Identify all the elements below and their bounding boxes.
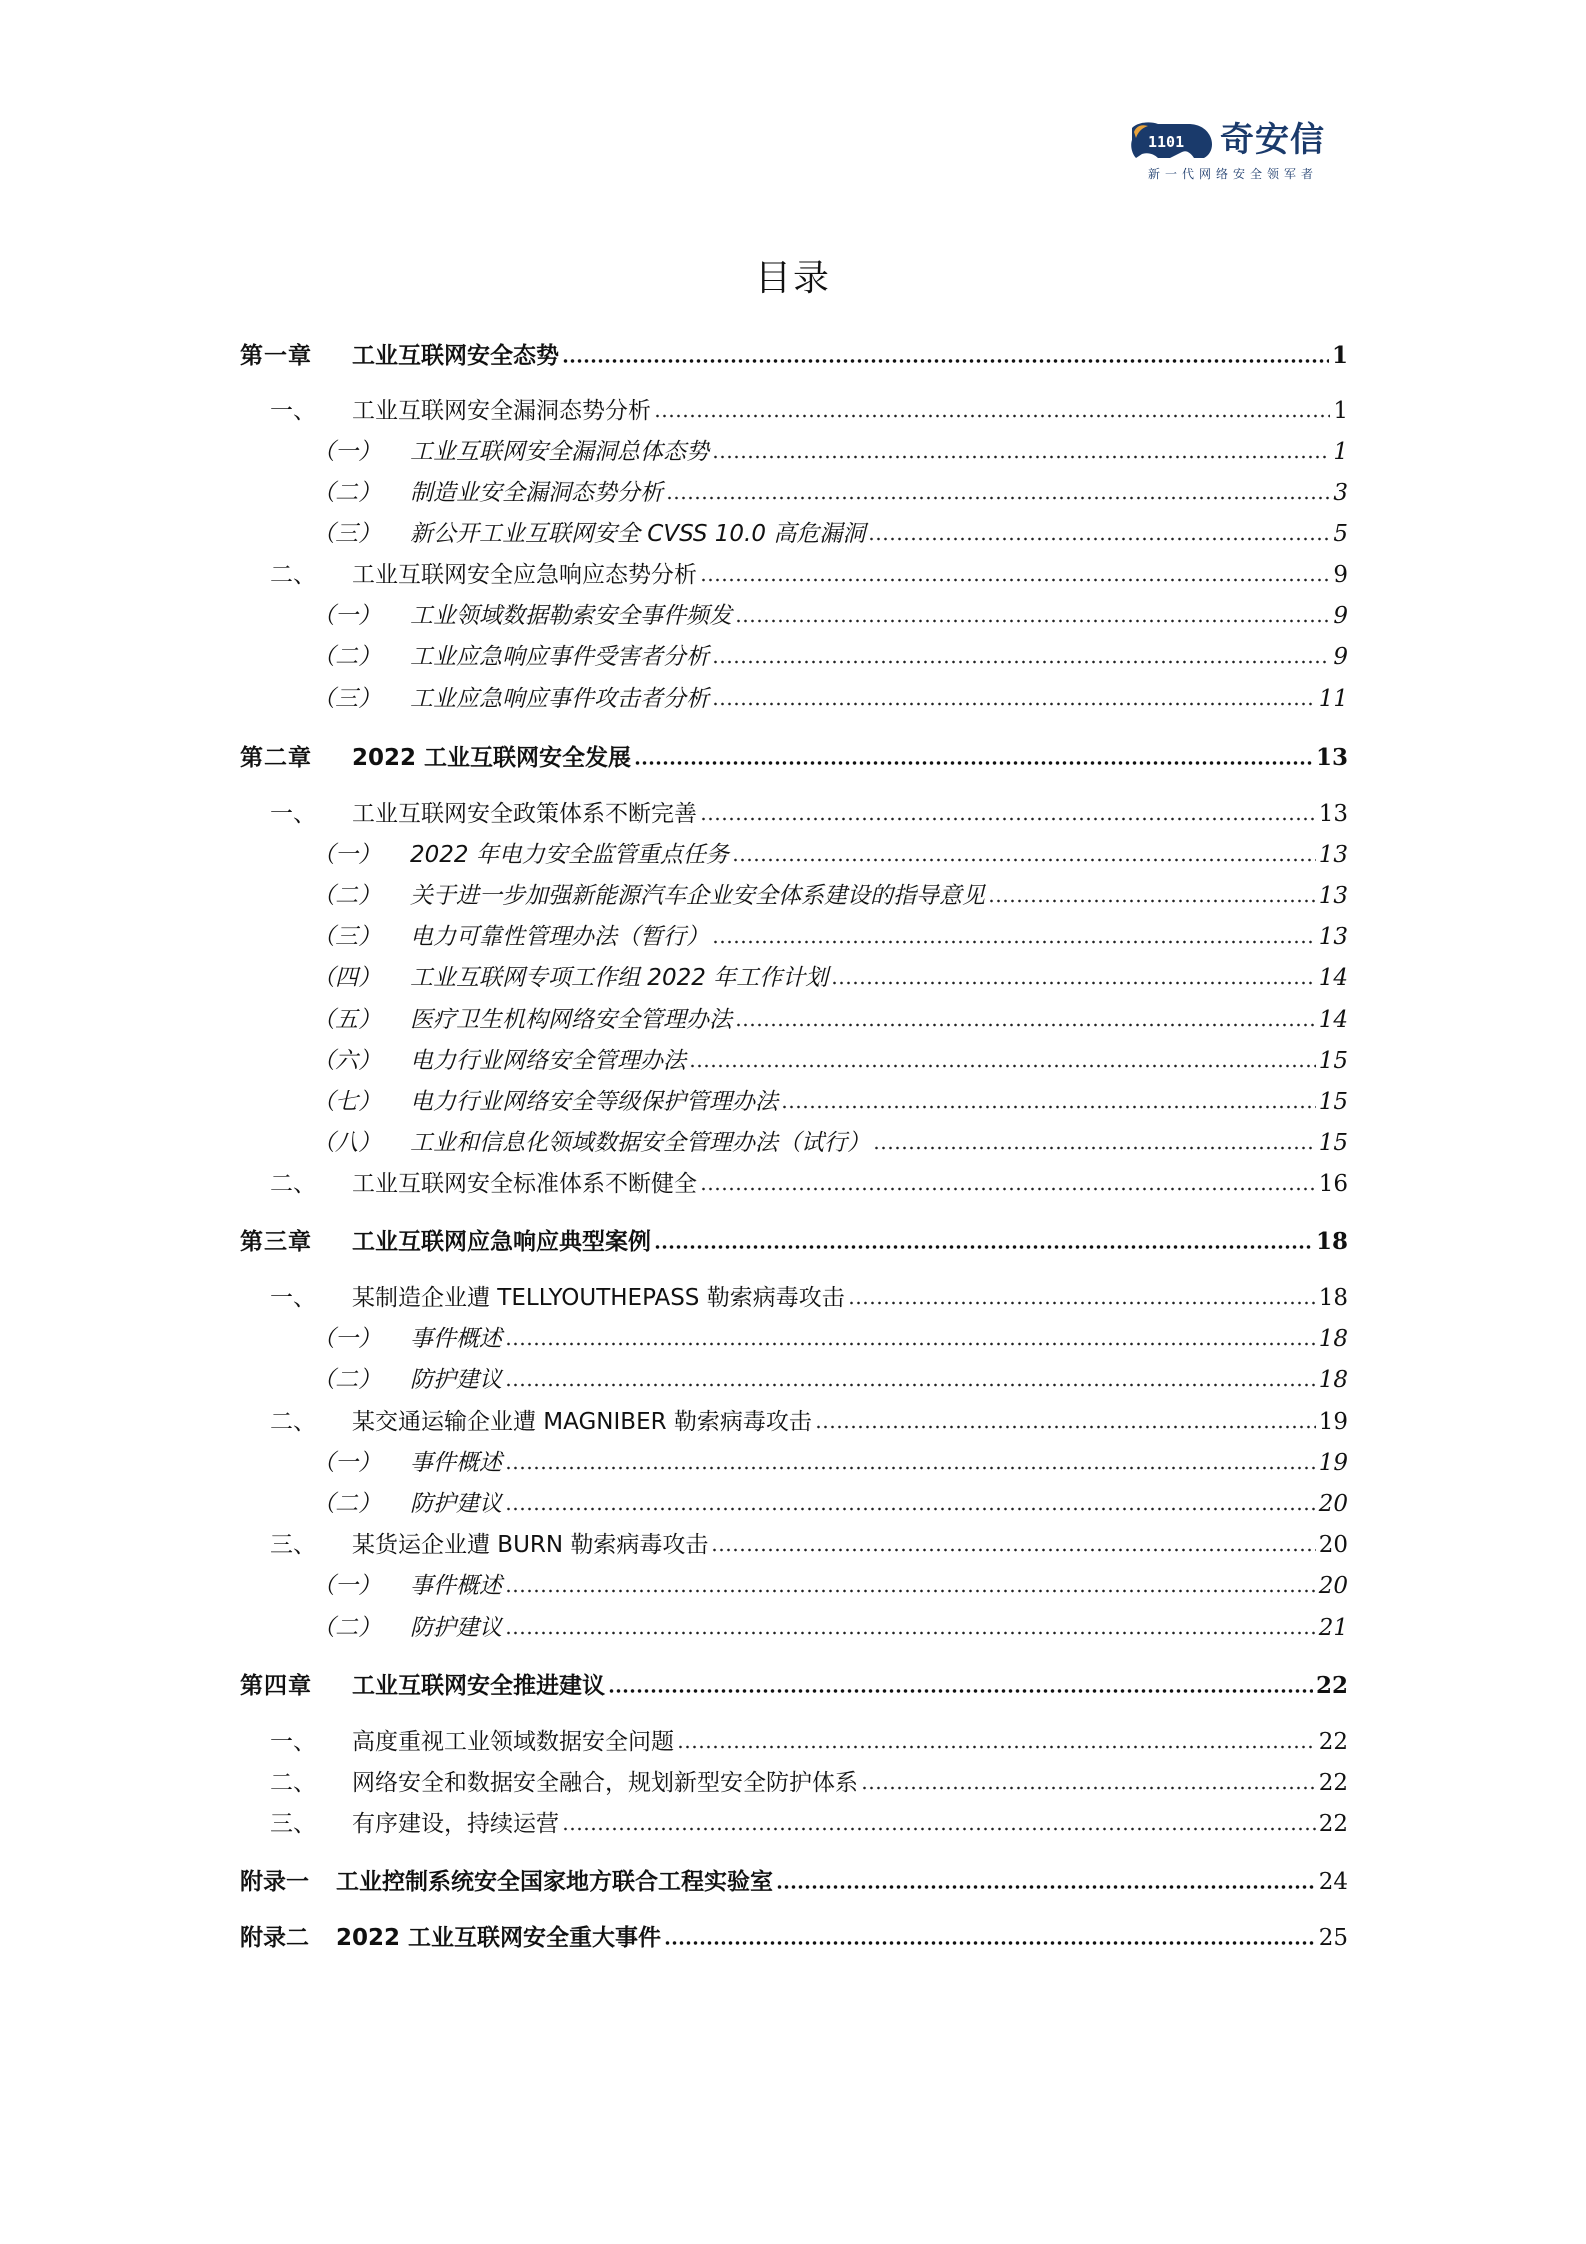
toc-entry-title: 工业互联网专项工作组 2022 年工作计划 <box>410 965 829 991</box>
toc-entry-page: 21 <box>1318 1615 1348 1641</box>
toc-entry-number: （二） <box>312 1615 381 1641</box>
toc-entry-title: 有序建设，持续运营 <box>352 1811 559 1837</box>
toc-dot-leader <box>861 1785 1316 1791</box>
toc-entry-page: 16 <box>1318 1171 1348 1197</box>
toc-entry-sub[interactable] <box>240 473 1348 509</box>
toc-entry-page: 25 <box>1318 1925 1348 1951</box>
toc-dot-leader <box>505 1382 1316 1388</box>
toc-entry-number: （一） <box>312 439 381 465</box>
toc-dot-leader <box>776 1884 1316 1890</box>
toc-entry-title: 工业互联网安全态势 <box>352 343 559 369</box>
toc-entry-title: 工业互联网安全漏洞态势分析 <box>352 398 651 424</box>
toc-entry-title: 工业领域数据勒索安全事件频发 <box>410 603 732 629</box>
toc-entry-number: 二、 <box>270 562 316 588</box>
toc-entry-title: 工业互联网安全推进建议 <box>352 1673 605 1699</box>
brand-logo <box>1128 118 1352 186</box>
toc-entry-number: （六） <box>312 1048 381 1074</box>
toc-entry-title: 工业互联网安全标准体系不断健全 <box>352 1171 697 1197</box>
toc-entry-title: 工业互联网安全漏洞总体态势 <box>410 439 709 465</box>
brand-name: 奇安信 <box>1220 120 1325 160</box>
toc-entry-page: 20 <box>1318 1491 1348 1517</box>
toc-entry-page: 18 <box>1318 1367 1348 1393</box>
toc-entry-page: 22 <box>1318 1729 1348 1755</box>
toc-entry-section[interactable] <box>240 1763 1348 1799</box>
toc-dot-leader <box>505 1506 1316 1512</box>
toc-dot-leader <box>689 1063 1316 1069</box>
toc-dot-leader <box>505 1630 1316 1636</box>
toc-entry-page: 20 <box>1318 1532 1348 1558</box>
qianxin-lion-logo-icon <box>1128 120 1218 162</box>
toc-entry-page: 13 <box>1318 842 1348 868</box>
toc-entry-sub[interactable] <box>240 876 1348 912</box>
toc-entry-number: （三） <box>312 521 381 547</box>
toc-entry-title: 网络安全和数据安全融合，规划新型安全防护体系 <box>352 1770 858 1796</box>
toc-entry-number: （一） <box>312 1573 381 1599</box>
toc-entry-section[interactable] <box>240 1402 1348 1438</box>
toc-entry-number: （三） <box>312 686 381 712</box>
toc-dot-leader <box>873 1145 1316 1151</box>
toc-entry-number: 附录一 <box>240 1869 309 1895</box>
toc-dot-leader <box>712 454 1330 460</box>
toc-dot-leader <box>700 816 1316 822</box>
toc-entry-title: 工业互联网安全政策体系不断完善 <box>352 801 697 827</box>
toc-entry-title: 事件概述 <box>410 1450 502 1476</box>
toc-dot-leader <box>700 577 1330 583</box>
toc-entry-sub[interactable] <box>240 1443 1348 1479</box>
toc-entry-page: 14 <box>1318 1007 1348 1033</box>
toc-entry-section[interactable] <box>240 391 1348 427</box>
toc-entry-sub[interactable] <box>240 1360 1348 1396</box>
toc-dot-leader <box>712 939 1316 945</box>
toc-entry-sub[interactable] <box>240 1319 1348 1355</box>
toc-entry-number: （四） <box>312 965 381 991</box>
toc-dot-leader <box>781 1104 1316 1110</box>
toc-entry-title: 制造业安全漏洞态势分析 <box>410 480 663 506</box>
toc-entry-number: 三、 <box>270 1811 316 1837</box>
toc-entry-number: （一） <box>312 1326 381 1352</box>
toc-entry-number: （二） <box>312 480 381 506</box>
toc-entry-sub[interactable] <box>240 917 1348 953</box>
toc-entry-page: 20 <box>1318 1573 1348 1599</box>
toc-entry-page: 15 <box>1318 1089 1348 1115</box>
toc-entry-sub[interactable] <box>240 596 1348 632</box>
toc-entry-appendix[interactable] <box>240 1862 1348 1898</box>
toc-entry-sub[interactable] <box>240 1566 1348 1602</box>
toc-entry-number: 第二章 <box>240 745 312 771</box>
toc-entry-number: 第三章 <box>240 1229 312 1255</box>
toc-entry-page: 14 <box>1318 965 1348 991</box>
toc-entry-page: 1 <box>1333 398 1348 424</box>
toc-dot-leader <box>505 1341 1316 1347</box>
toc-entry-number: 二、 <box>270 1770 316 1796</box>
toc-entry-page: 1 <box>1333 439 1348 465</box>
toc-entry-title: 电力行业网络安全等级保护管理办法 <box>410 1089 778 1115</box>
toc-dot-leader <box>831 980 1316 986</box>
toc-entry-title: 2022 工业互联网安全重大事件 <box>336 1925 662 1951</box>
toc-dot-leader <box>608 1688 1313 1694</box>
toc-entry-page: 3 <box>1333 480 1348 506</box>
toc-dot-leader <box>712 659 1330 665</box>
toc-entry-page: 19 <box>1318 1450 1348 1476</box>
toc-entry-page: 15 <box>1318 1048 1348 1074</box>
toc-entry-number: 第四章 <box>240 1673 312 1699</box>
toc-entry-sub[interactable] <box>240 1484 1348 1520</box>
toc-entry-page: 19 <box>1318 1409 1348 1435</box>
toc-dot-leader <box>654 413 1330 419</box>
toc-entry-title: 某交通运输企业遭 MAGNIBER 勒索病毒攻击 <box>352 1409 812 1435</box>
toc-entry-number: （五） <box>312 1007 381 1033</box>
toc-entry-title: 工业应急响应事件受害者分析 <box>410 644 709 670</box>
toc-dot-leader <box>711 1547 1315 1553</box>
toc-entry-page: 18 <box>1318 1285 1348 1311</box>
toc-entry-title: 事件概述 <box>410 1326 502 1352</box>
toc-entry-title: 工业互联网应急响应典型案例 <box>352 1229 651 1255</box>
toc-entry-number: （二） <box>312 1491 381 1517</box>
toc-entry-title: 医疗卫生机构网络安全管理办法 <box>410 1007 732 1033</box>
toc-title: 目录 <box>754 258 831 299</box>
toc-dot-leader <box>712 701 1316 707</box>
toc-entry-number: 一、 <box>270 1285 316 1311</box>
toc-entry-number: 二、 <box>270 1171 316 1197</box>
toc-entry-number: （一） <box>312 1450 381 1476</box>
toc-entry-sub[interactable] <box>240 1123 1348 1159</box>
brand-slogan: 新一代网络安全领军者 <box>1148 167 1319 181</box>
toc-entry-page: 13 <box>1315 744 1348 771</box>
toc-entry-section[interactable] <box>240 555 1348 591</box>
toc-entry-title: 防护建议 <box>410 1615 502 1641</box>
toc-dot-leader <box>562 358 1329 364</box>
toc-entry-sub[interactable] <box>240 835 1348 871</box>
toc-entry-title: 防护建议 <box>410 1491 502 1517</box>
toc-entry-section[interactable] <box>240 1278 1348 1314</box>
toc-entry-page: 15 <box>1318 1130 1348 1156</box>
toc-entry-title: 高度重视工业领域数据安全问题 <box>352 1729 674 1755</box>
toc-dot-leader <box>654 1244 1313 1250</box>
toc-entry-page: 9 <box>1333 562 1348 588</box>
toc-dot-leader <box>868 536 1330 542</box>
toc-entry-sub[interactable] <box>240 1608 1348 1644</box>
toc-entry-appendix[interactable] <box>240 1918 1348 1954</box>
toc-entry-page: 13 <box>1318 883 1348 909</box>
toc-entry-title: 新公开工业互联网安全 CVSS 10.0 高危漏洞 <box>410 521 866 547</box>
logo-binary-glyphs: 1101 <box>1148 133 1185 151</box>
toc-entry-section[interactable] <box>240 1525 1348 1561</box>
toc-entry-page: 22 <box>1318 1811 1348 1837</box>
toc-entry-number: （八） <box>312 1130 381 1156</box>
toc-entry-number: 第一章 <box>240 343 312 369</box>
toc-entry-title: 电力可靠性管理办法（暂行） <box>410 924 709 950</box>
toc-entry-page: 22 <box>1318 1770 1348 1796</box>
toc-entry-sub[interactable] <box>240 1082 1348 1118</box>
toc-dot-leader <box>700 1186 1316 1192</box>
toc-entry-title: 某制造企业遭 TELLYOUTHEPASS 勒索病毒攻击 <box>352 1285 845 1311</box>
toc-entry-number: 一、 <box>270 398 316 424</box>
toc-entry-section[interactable] <box>240 1722 1348 1758</box>
toc-entry-page: 13 <box>1318 801 1348 827</box>
toc-entry-title: 2022 工业互联网安全发展 <box>352 745 632 771</box>
toc-dot-leader <box>666 495 1330 501</box>
toc-entry-sub[interactable] <box>240 514 1348 550</box>
toc-entry-section[interactable] <box>240 1164 1348 1200</box>
toc-entry-sub[interactable] <box>240 679 1348 715</box>
toc-entry-section[interactable] <box>240 1804 1348 1840</box>
toc-dot-leader <box>677 1744 1316 1750</box>
toc-entry-page: 1 <box>1331 342 1348 369</box>
toc-entry-title: 工业应急响应事件攻击者分析 <box>410 686 709 712</box>
toc-entry-number: （一） <box>312 603 381 629</box>
toc-entry-page: 18 <box>1315 1228 1348 1255</box>
toc-entry-chapter[interactable] <box>240 1222 1348 1258</box>
toc-entry-title: 事件概述 <box>410 1573 502 1599</box>
toc-entry-number: 一、 <box>270 1729 316 1755</box>
toc-entry-sub[interactable] <box>240 637 1348 673</box>
toc-entry-page: 11 <box>1318 686 1348 712</box>
toc-entry-number: （二） <box>312 883 381 909</box>
toc-dot-leader <box>505 1465 1316 1471</box>
toc-entry-number: （一） <box>312 842 381 868</box>
toc-entry-number: 三、 <box>270 1532 316 1558</box>
toc-dot-leader <box>815 1424 1316 1430</box>
toc-dot-leader <box>634 760 1313 766</box>
toc-entry-title: 工业互联网安全应急响应态势分析 <box>352 562 697 588</box>
toc-entry-title: 工业控制系统安全国家地方联合工程实验室 <box>336 1869 773 1895</box>
toc-entry-section[interactable] <box>240 794 1348 830</box>
toc-entry-page: 18 <box>1318 1326 1348 1352</box>
toc-dot-leader <box>735 618 1330 624</box>
toc-entry-page: 22 <box>1315 1672 1348 1699</box>
toc-entry-sub[interactable] <box>240 958 1348 994</box>
toc-entry-sub[interactable] <box>240 1000 1348 1036</box>
toc-entry-chapter[interactable] <box>240 1666 1348 1702</box>
toc-entry-chapter[interactable] <box>240 336 1348 372</box>
toc-entry-number: 二、 <box>270 1409 316 1435</box>
toc-entry-number: 附录二 <box>240 1925 309 1951</box>
toc-entry-title: 工业和信息化领域数据安全管理办法（试行） <box>410 1130 870 1156</box>
toc-entry-number: 一、 <box>270 801 316 827</box>
toc-entry-page: 24 <box>1318 1869 1348 1895</box>
toc-entry-title: 某货运企业遭 BURN 勒索病毒攻击 <box>352 1532 709 1558</box>
toc-dot-leader <box>735 1022 1316 1028</box>
toc-entry-page: 5 <box>1333 521 1348 547</box>
toc-entry-title: 关于进一步加强新能源汽车企业安全体系建设的指导意见 <box>410 883 985 909</box>
toc-entry-number: （二） <box>312 644 381 670</box>
toc-entry-page: 9 <box>1333 644 1348 670</box>
toc-dot-leader <box>505 1588 1316 1594</box>
toc-entry-sub[interactable] <box>240 432 1348 468</box>
toc-entry-number: （三） <box>312 924 381 950</box>
toc-entry-title: 2022 年电力安全监管重点任务 <box>410 842 729 868</box>
toc-entry-chapter[interactable] <box>240 738 1348 774</box>
toc-entry-number: （七） <box>312 1089 381 1115</box>
toc-dot-leader <box>732 857 1316 863</box>
toc-entry-sub[interactable] <box>240 1041 1348 1077</box>
toc-dot-leader <box>848 1300 1316 1306</box>
toc-entry-page: 13 <box>1318 924 1348 950</box>
toc-entry-page: 9 <box>1333 603 1348 629</box>
toc-entry-number: （二） <box>312 1367 381 1393</box>
toc-entry-title: 电力行业网络安全管理办法 <box>410 1048 686 1074</box>
toc-dot-leader <box>664 1940 1316 1946</box>
toc-entry-title: 防护建议 <box>410 1367 502 1393</box>
toc-dot-leader <box>562 1826 1316 1832</box>
toc-dot-leader <box>988 898 1316 904</box>
